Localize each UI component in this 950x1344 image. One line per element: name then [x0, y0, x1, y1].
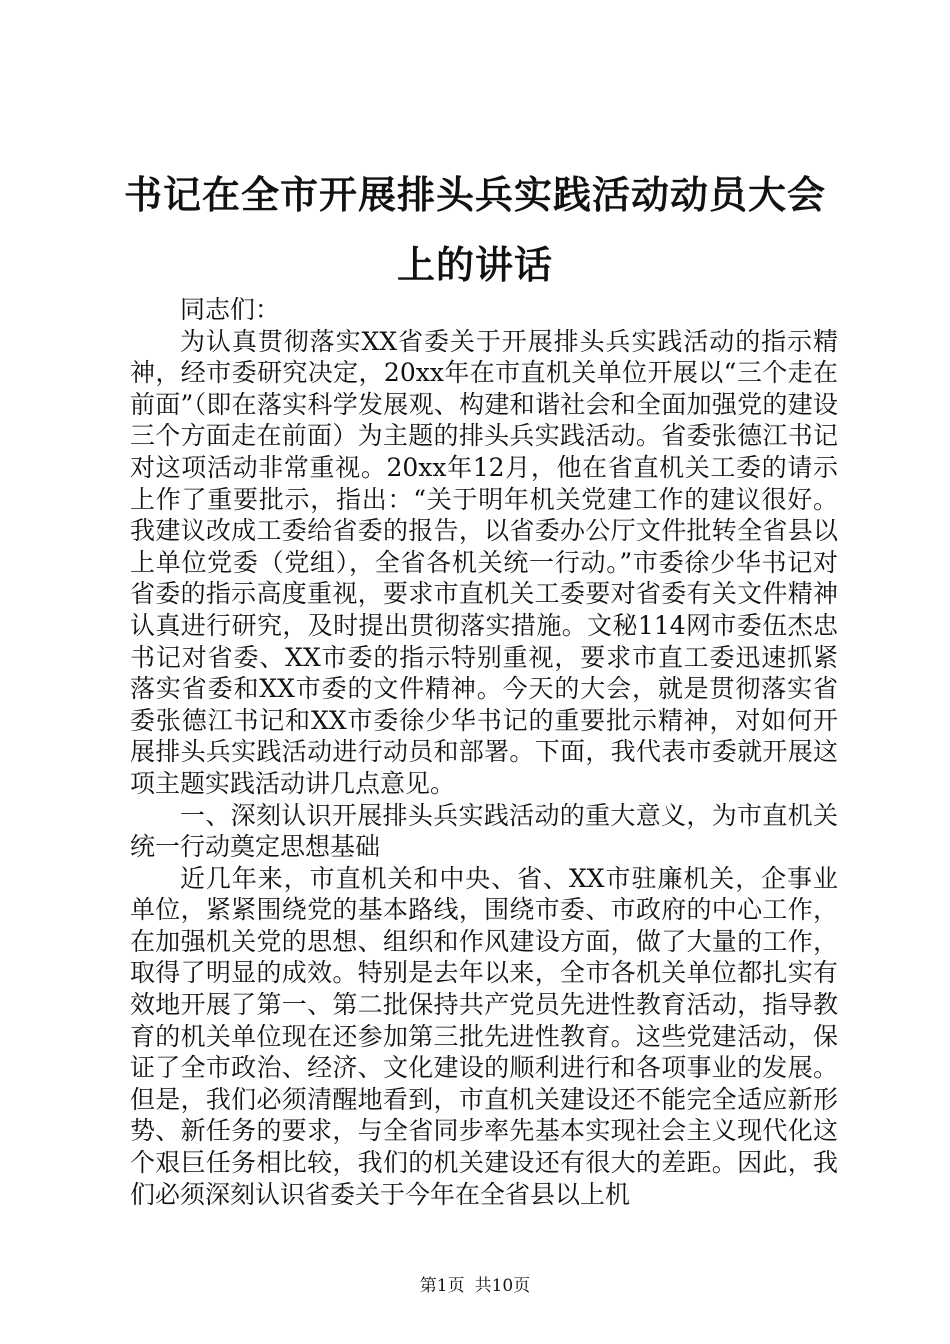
- body-paragraph: 近几年来，市直机关和中央、省、XX市驻廉机关，企事业单位，紧紧围绕党的基本路线，围绕市委、市政府的中心工作，在加强机关党的思想、组织和作风建设方面，做了大量的工作，取得了明显的成效。特别是去年以来，全市各机关单位都扎实有效地开展了第一、第二批保持共产党员先进性教育活动，指导教育的机关单位现在还参加第三批先进性教育。这些党建活动，保证了全市政治、经济、文化建设的顺利进行和各项事业的发展。但是，我们必须清醒地看到，市直机关建设还不能完全适应新形势、新任务的要求，与全省同步率先基本实现社会主义现代化这个艰巨任务相比较，我们的机关建设还有很大的差距。因此，我们必须深刻认识省委关于今年在全省县以上机: [130, 863, 838, 1209]
- document-title: 书记在全市开展排头兵实践活动动员大会上的讲话: [123, 172, 826, 287]
- page-number: 第1页: [419, 1276, 465, 1296]
- page-footer: [0, 1271, 950, 1296]
- document-body: [130, 294, 838, 1210]
- body-paragraph: 为认真贯彻落实XX省委关于开展排头兵实践活动的指示精神，经市委研究决定，20xx年在市直机关单位开展以“三个走在前面”（即在落实科学发展观、构建和谐社会和全面加强党的建设三个方面走在前面）为主题的排头兵实践活动。省委张德江书记对这项活动非常重视。20xx年12月，他在省直机关工委的请示上作了重要批示，指出：“关于明年机关党建工作的建议很好。我建议改成工委给省委的报告，以省委办公厅文件批转全省县以上单位党委（党组），全省各机关统一行动。”市委徐少华书记对省委的指示高度重视，要求市直机关工委要对省委有关文件精神认真进行研究，及时提出贯彻落实措施。文秘114网市委伍杰忠书记对省委、XX市委的指示特别重视，要求市直工委迅速抓紧落实省委和XX市委的文件精神。今天的大会，就是贯彻落实省委张德江书记和XX市委徐少华书记的重要批示精神，对如何开展排头兵实践活动进行动员和部署。下面，我代表市委就开展这项主题实践活动讲几点意见。: [130, 326, 838, 798]
- page-total: 共10页: [474, 1276, 531, 1296]
- salutation: 同志们：: [180, 295, 281, 324]
- section-heading: 一、深刻认识开展排头兵实践活动的重大意义，为市直机关统一行动奠定思想基础: [130, 800, 838, 862]
